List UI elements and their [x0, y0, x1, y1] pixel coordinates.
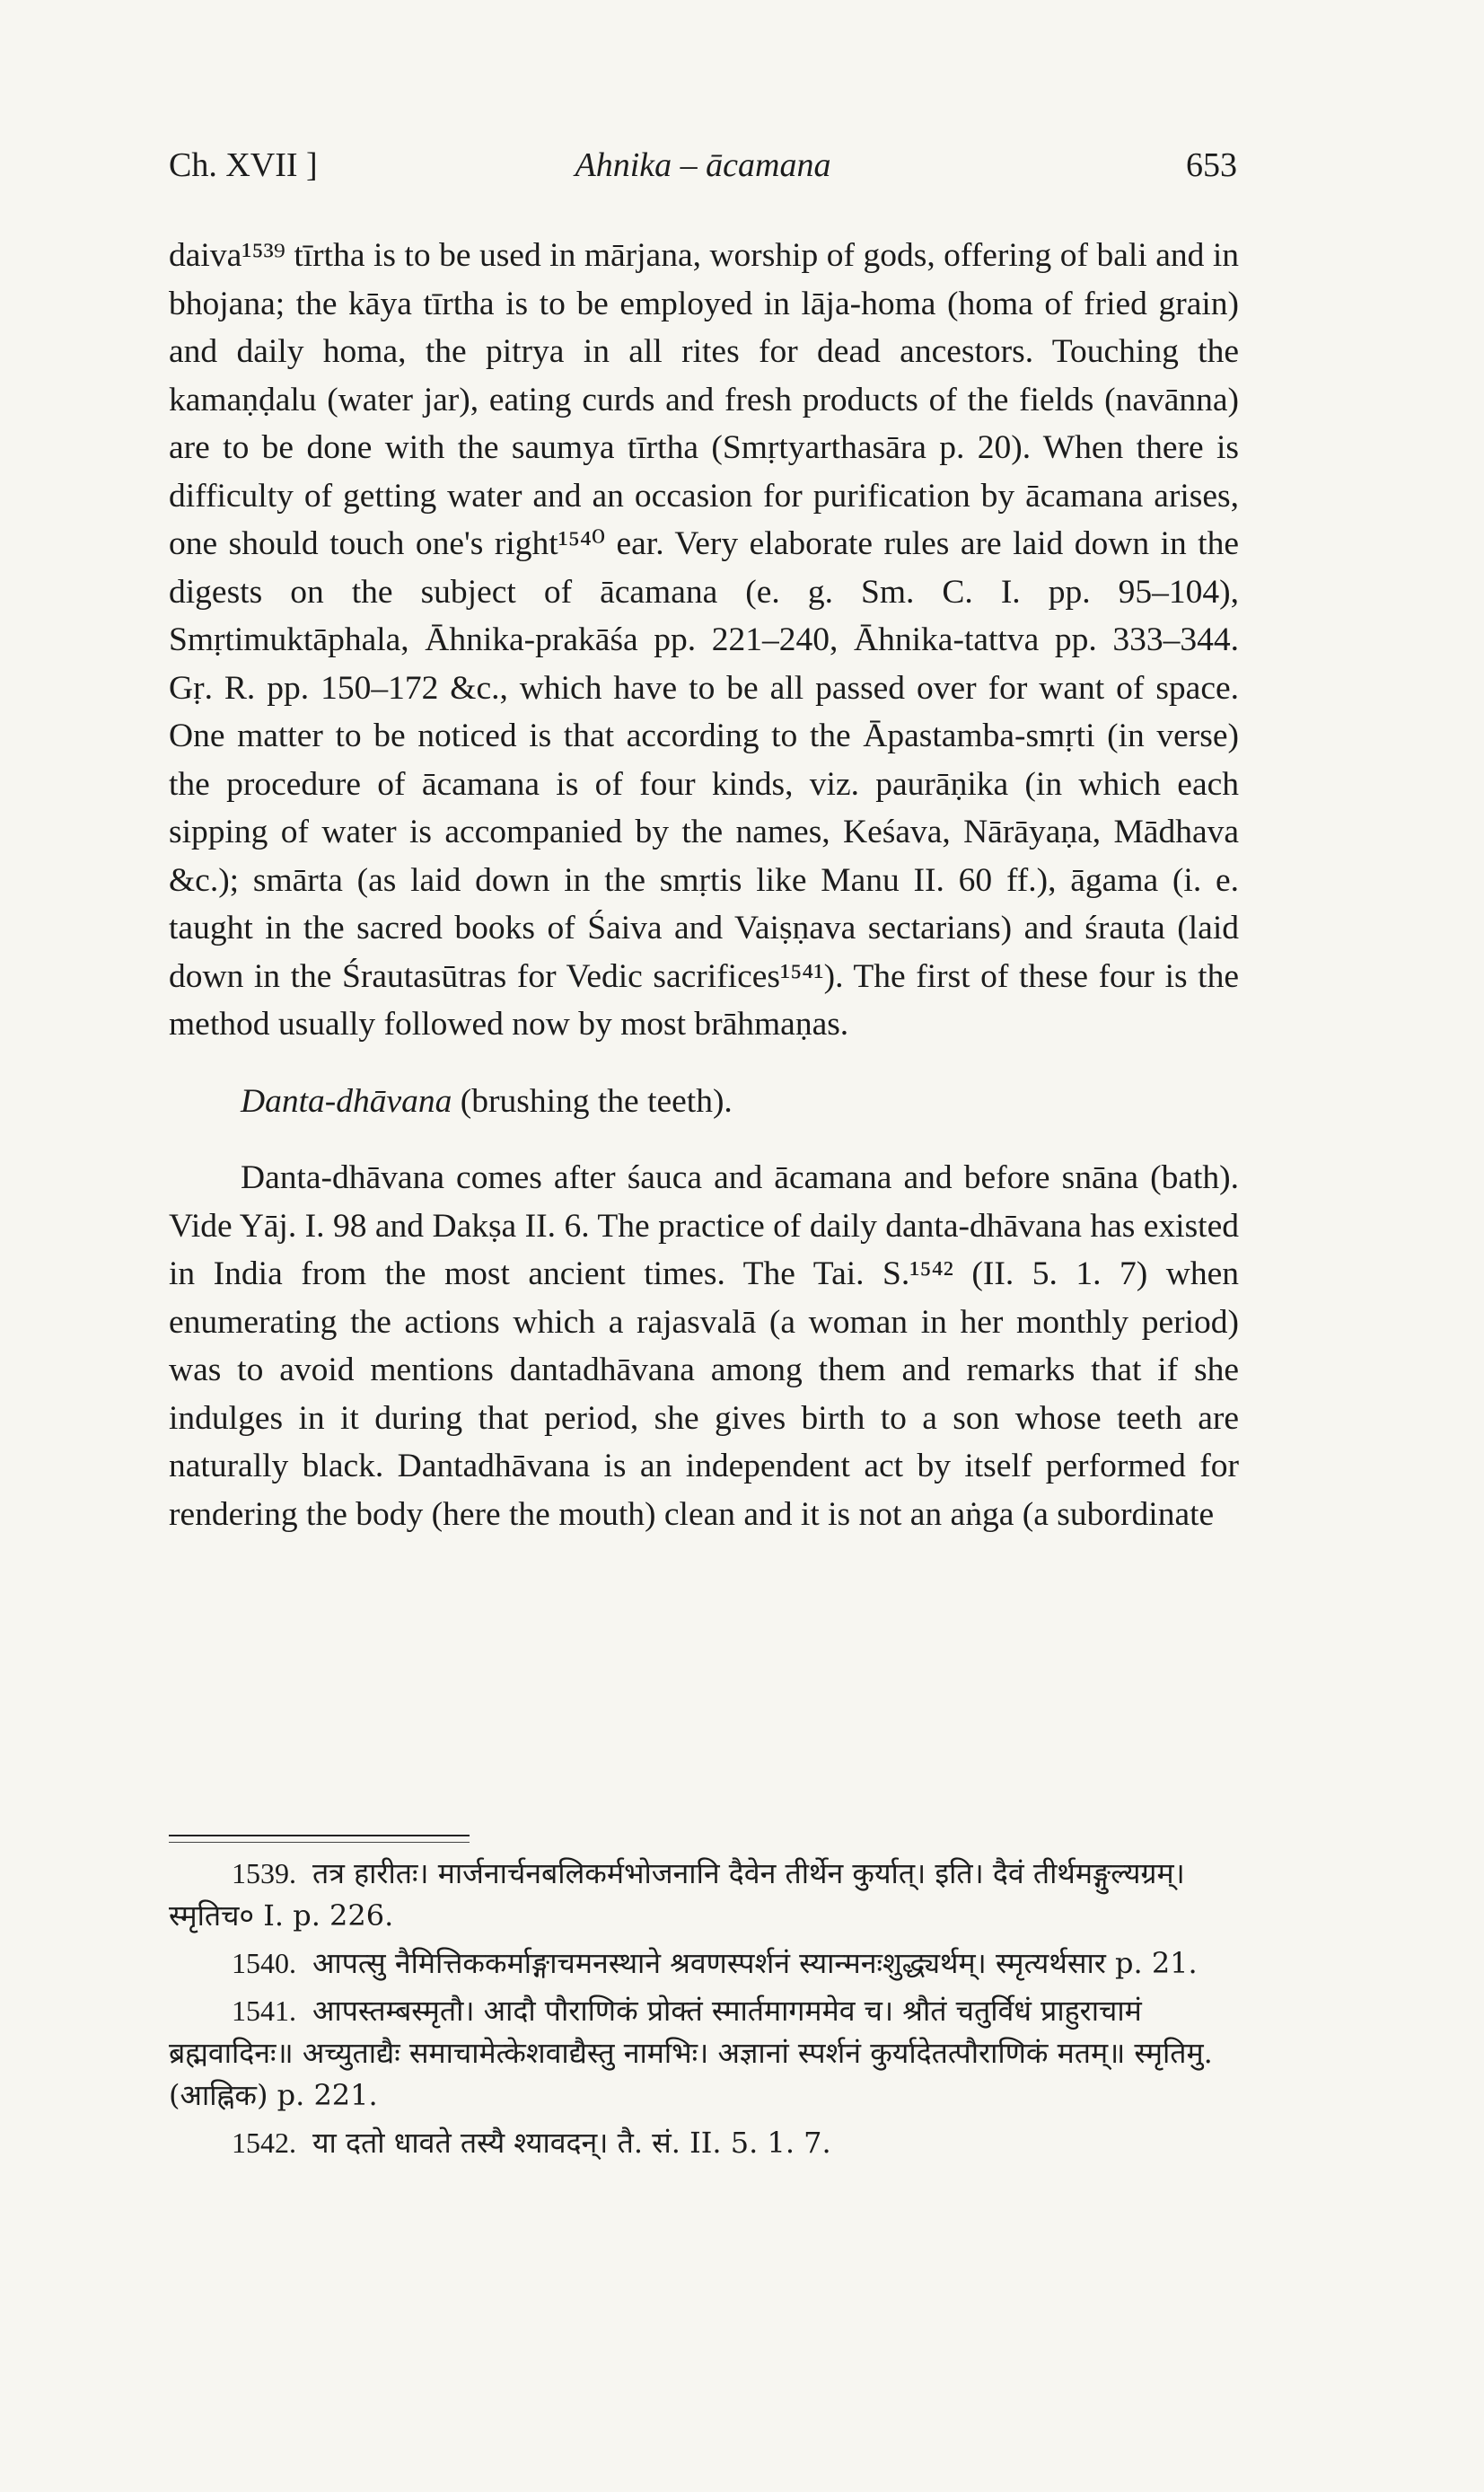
running-title: Ahnika – ācamana [575, 146, 831, 184]
footnote-1541 [169, 1990, 1239, 2117]
chapter-label: Ch. XVII ] [169, 146, 318, 184]
footnote-1539 [169, 1853, 1239, 1937]
footnote-1542 [169, 2122, 1239, 2164]
paragraph-acamana: daiva¹⁵³⁹ tīrtha is to be used in mārjana, worship of gods, offering of bali and in bhojana; the kāya tīrtha is to be employed in lāja-homa (homa of fried grain) and daily homa, the pitrya in all rites for dead ancestors. Touching the kamaṇḍalu (water jar), eating curds and fresh products of the fields (navānna) are to be done with the saumya tīrtha (Smṛtyarthasāra p. 20). When there is difficulty of getting water and an occasion for purification by ācamana arises, one should touch one's right¹⁵⁴⁰ ear. Very elaborate rules are laid down in the digests on the subject of ācamana (e. g. Sm. C. I. pp. 95–104), Smṛtimuktāphala, Āhnika-prakāśa pp. 221–240, Āhnika-tattva pp. 333–344. Gṛ. R. pp. 150–172 &c., which have to be all passed over for want of space. One matter to be noticed is that according to the Āpastamba-smṛti (in verse) the procedure of ācamana is of four kinds, viz. paurāṇika (in which each sipping of water is accompanied by the names, Keśava, Nārāyaṇa, Mādhava &c.); smārta (as laid down in the smṛtis like Manu II. 60 ff.), āgama (i. e. taught in the sacred books of Śaiva and Vaiṣṇava sectarians) and śrauta (laid down in the Śrautasūtras for Vedic sacrifices¹⁵⁴¹). The first of these four is the method usually followed now by most brāhmaṇas. [169, 237, 1239, 1043]
paragraph-danta-dhavana: Danta-dhāvana comes after śauca and ācamana and before snāna (bath). Vide Yāj. I. 98 and Dakṣa II. 6. The practice of daily danta-dhāvana has existed in India from the most ancient times. The Tai. S.¹⁵⁴² (II. 5. 1. 7) when enumerating the actions which a rajasvalā (a woman in her monthly period) was to avoid mentions dantadhāvana among them and remarks that if she indulges in it during that period, she gives birth to a son whose teeth are naturally black. Dantadhāvana is an independent act by itself performed for rendering the body (here the mouth) clean and it is not an aṅga (a subordinate [169, 1159, 1239, 1533]
footnote-number: 1540. [232, 1947, 296, 1979]
page-number: 653 [1186, 146, 1237, 184]
footnote-number: 1539. [232, 1857, 296, 1889]
footnote-text: या दतो धावते तस्यै श्यावदन्। तै. सं. II. 5. 1. 7. [312, 2126, 831, 2160]
footnote-text: तत्र हारीतः। मार्जनार्चनबलिकर्मभोजनानि दैवेन तीर्थेन कुर्यात्। इति। दैवं तीर्थमङ्गुल्यग्रम्। स्मृतिच० I. p. 226. [169, 1856, 1185, 1933]
running-head [169, 145, 1237, 199]
footnote-number: 1542. [232, 2127, 296, 2159]
footnote-separator [169, 1835, 470, 1836]
footnote-text: आपत्सु नैमित्तिककर्माङ्गाचमनस्थाने श्रवणस्पर्शनं स्यान्मनःशुद्ध्यर्थम्। स्मृत्यर्थसार p. 21. [312, 1946, 1198, 1980]
section-heading-gloss: (brushing the teeth). [452, 1082, 733, 1120]
footnote-text: आपस्तम्बस्मृतौ। आदौ पौराणिकं प्रोक्तं स्मार्तमागममेव च। श्रौतं चतुर्विधं प्राहुराचामं ब्रह्मवादिनः॥ अच्युताद्यैः समाचामेत्केशवाद्यैस्तु नामभिः। अज्ञानां स्पर्शनं कुर्यादेतत्पौराणिकं मतम्॥ स्मृतिमु. (आह्निक) p. 221. [169, 1994, 1213, 2112]
section-heading-title: Danta-dhāvana [241, 1082, 452, 1120]
section-heading [241, 1078, 1239, 1126]
footnote-1540 [169, 1942, 1239, 1985]
footnotes [169, 1853, 1239, 2170]
main-text [169, 232, 1239, 1538]
footnote-number: 1541. [232, 1994, 296, 2027]
footnote-separator-thin [169, 1842, 470, 1843]
